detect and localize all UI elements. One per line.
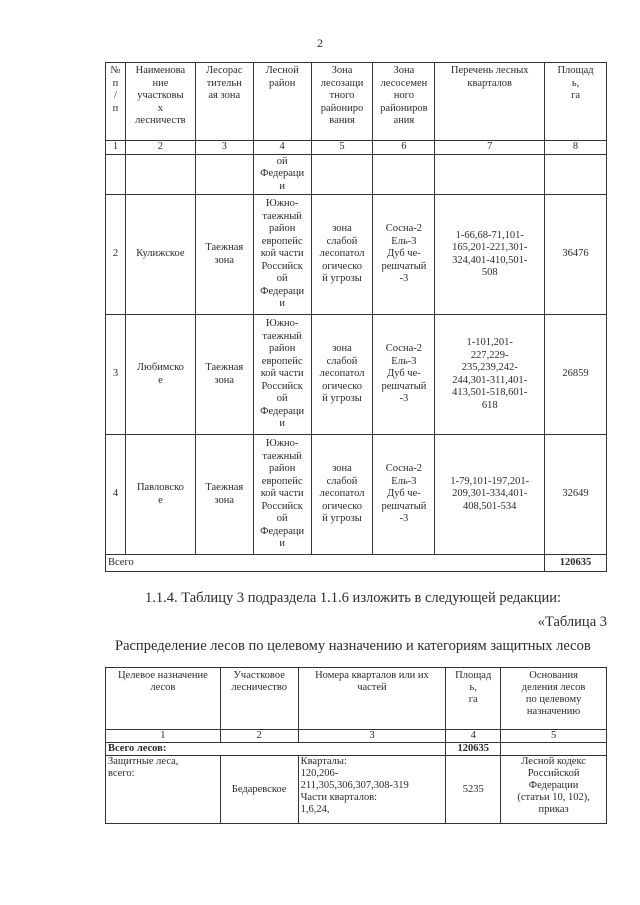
col-number: 1	[106, 141, 126, 155]
protection-zone: зона слабой лесопатол огическо й угрозы	[311, 315, 373, 435]
col-number: 3	[195, 141, 253, 155]
quarters-list: 1-66,68-71,101- 165,201-221,301- 324,401-410,501- 508	[435, 195, 545, 315]
col-number: 4	[446, 730, 501, 743]
header-cell: Лесорас тительн ая зона	[195, 63, 253, 141]
forest-region: Южно- таежный район европейс кой части Российск ой Федераци и	[253, 435, 311, 555]
seed-zone: Сосна-2 Ель-3 Дуб че- решчатый -3	[373, 435, 435, 555]
quarters-cell: Кварталы: 120,206- 211,305,306,307,308-319 Части кварталов: 1,6,24,	[298, 756, 446, 824]
header-cell: Участковое лесничество	[220, 668, 298, 730]
column-number-row	[106, 730, 607, 743]
header-cell: № п / п	[106, 63, 126, 141]
header-cell: Номера кварталов или их частей	[298, 668, 446, 730]
table-label: «Таблица 3	[537, 614, 607, 630]
header-cell: Зона лесозащи тного райониро вания	[311, 63, 373, 141]
area-value: 26859	[545, 315, 607, 435]
header-cell: Целевое назначение лесов	[106, 668, 221, 730]
col-number: 6	[373, 141, 435, 155]
row-number: 3	[106, 315, 126, 435]
table-row	[106, 756, 607, 824]
header-cell: Лесной район	[253, 63, 311, 141]
forest-region: Южно- таежный район европейс кой части Российск ой Федераци и	[253, 315, 311, 435]
area-value: 32649	[545, 435, 607, 555]
header-cell: Перечень лесных кварталов	[435, 63, 545, 141]
header-cell: Площад ь, га	[446, 668, 501, 730]
column-number-row	[106, 141, 607, 155]
page-number: 2	[317, 36, 323, 50]
protection-zone: зона слабой лесопатол огическо й угрозы	[311, 195, 373, 315]
table-header-row	[106, 63, 607, 141]
seed-zone: Сосна-2 Ель-3 Дуб че- решчатый -3	[373, 195, 435, 315]
vegetation-zone: Таежная зона	[195, 435, 253, 555]
forest-region: Южно- таежный район европейс кой части Российск ой Федераци и	[253, 195, 311, 315]
col-number: 4	[253, 141, 311, 155]
col-number: 1	[106, 730, 221, 743]
header-cell: Площад ь, га	[545, 63, 607, 141]
forestry-cell: Бедаревское	[220, 756, 298, 824]
table-row	[106, 315, 607, 435]
table-row	[106, 435, 607, 555]
total-value: 120635	[446, 743, 501, 756]
table-header-row	[106, 668, 607, 730]
total-value: 120635	[545, 555, 607, 572]
forestry-table	[105, 62, 607, 572]
total-label: Всего лесов:	[106, 743, 446, 756]
table-row	[106, 195, 607, 315]
row-number: 4	[106, 435, 126, 555]
total-label: Всего	[106, 555, 545, 572]
col-number: 2	[220, 730, 298, 743]
forestry-name: Любимско е	[125, 315, 195, 435]
row-number: 2	[106, 195, 126, 315]
purpose-cell: Защитные леса, всего:	[106, 756, 221, 824]
col-number: 2	[125, 141, 195, 155]
instruction-text: 1.1.4. Таблицу 3 подраздела 1.1.6 изложить в следующей редакции:	[145, 590, 562, 606]
col-number: 5	[501, 730, 607, 743]
total-row	[106, 555, 607, 572]
quarters-list: 1-79,101-197,201- 209,301-334,401- 408,501-534	[435, 435, 545, 555]
vegetation-zone: Таежная зона	[195, 195, 253, 315]
header-cell: Основания деления лесов по целевому назначению	[501, 668, 607, 730]
area-value: 36476	[545, 195, 607, 315]
table-title: Распределение лесов по целевому назначению и категориям защитных лесов	[115, 638, 591, 654]
basis-cell: Лесной кодекс Российской Федерации (статьи 10, 102), приказ	[501, 756, 607, 824]
area-cell: 5235	[446, 756, 501, 824]
header-cell: Наименова ние участковы х лесничеств	[125, 63, 195, 141]
header-cell: Зона лесосемен ного райониров ания	[373, 63, 435, 141]
protection-zone: зона слабой лесопатол огическо й угрозы	[311, 435, 373, 555]
vegetation-zone: Таежная зона	[195, 315, 253, 435]
continuation-row	[106, 155, 607, 195]
col-number: 8	[545, 141, 607, 155]
continuation-cell: ой Федераци и	[253, 155, 311, 195]
quarters-list: 1-101,201- 227,229- 235,239,242- 244,301-311,401- 413,501-518,601- 618	[435, 315, 545, 435]
col-number: 7	[435, 141, 545, 155]
col-number: 5	[311, 141, 373, 155]
forestry-name: Павловско е	[125, 435, 195, 555]
forest-purpose-table	[105, 667, 607, 824]
seed-zone: Сосна-2 Ель-3 Дуб че- решчатый -3	[373, 315, 435, 435]
total-row	[106, 743, 607, 756]
forestry-name: Кулижское	[125, 195, 195, 315]
col-number: 3	[298, 730, 446, 743]
